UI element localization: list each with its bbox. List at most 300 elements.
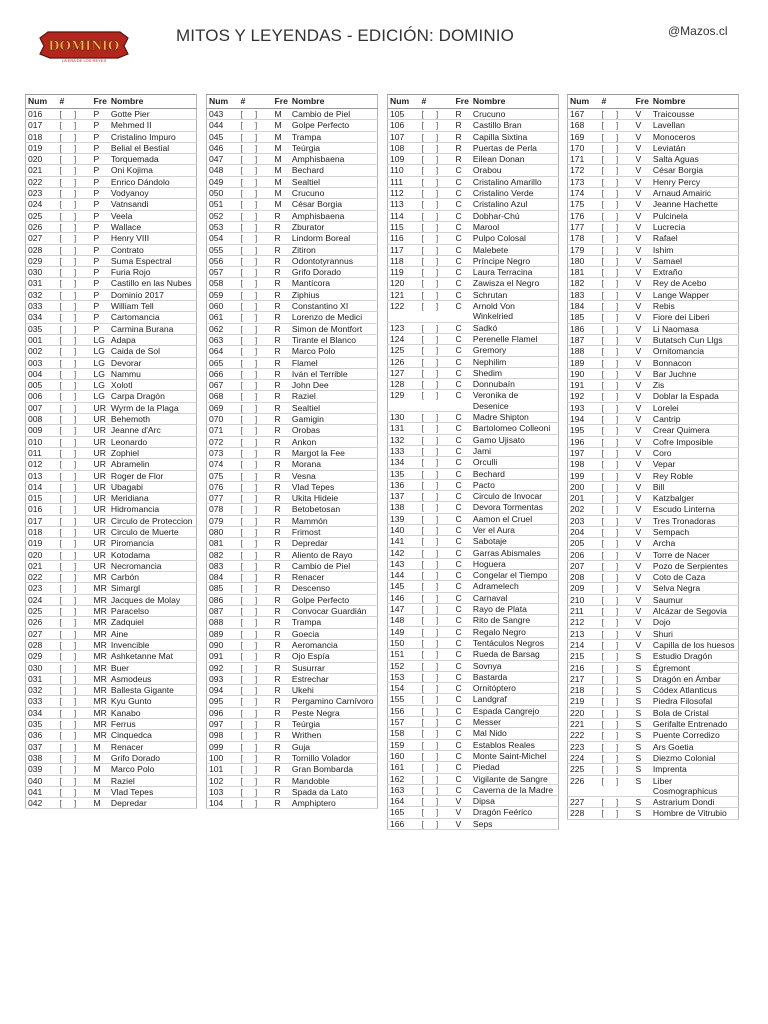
owned-checkbox[interactable]: [ ] — [420, 445, 454, 456]
owned-checkbox[interactable]: [ ] — [58, 764, 92, 775]
owned-checkbox[interactable]: [ ] — [239, 459, 273, 470]
owned-checkbox[interactable]: [ ] — [420, 176, 454, 187]
owned-checkbox[interactable]: [ ] — [58, 775, 92, 786]
owned-checkbox[interactable]: [ ] — [600, 391, 634, 402]
owned-checkbox[interactable]: [ ] — [420, 434, 454, 445]
owned-checkbox[interactable]: [ ] — [58, 470, 92, 481]
owned-checkbox[interactable]: [ ] — [420, 547, 454, 558]
rarity-code: UR — [92, 436, 109, 447]
owned-checkbox[interactable]: [ ] — [58, 639, 92, 650]
owned-checkbox[interactable]: [ ] — [58, 368, 92, 379]
table-row — [26, 255, 197, 266]
owned-checkbox[interactable]: [ ] — [58, 323, 92, 334]
owned-checkbox[interactable]: [ ] — [239, 165, 273, 176]
owned-checkbox[interactable]: [ ] — [58, 628, 92, 639]
table-row — [26, 120, 197, 131]
owned-checkbox[interactable]: [ ] — [58, 233, 92, 244]
owned-checkbox[interactable]: [ ] — [239, 775, 273, 786]
card-name: Henry VIII — [109, 233, 197, 244]
owned-checkbox[interactable]: [ ] — [239, 741, 273, 752]
card-number: 089 — [207, 628, 239, 639]
owned-checkbox[interactable]: [ ] — [239, 719, 273, 730]
owned-checkbox[interactable]: [ ] — [239, 662, 273, 673]
owned-checkbox[interactable]: [ ] — [600, 221, 634, 232]
owned-checkbox[interactable]: [ ] — [58, 583, 92, 594]
owned-checkbox[interactable]: [ ] — [420, 356, 454, 367]
owned-checkbox[interactable]: [ ] — [600, 165, 634, 176]
table-row — [26, 447, 197, 458]
owned-checkbox[interactable]: [ ] — [58, 154, 92, 165]
owned-checkbox[interactable]: [ ] — [600, 414, 634, 425]
owned-checkbox[interactable]: [ ] — [58, 606, 92, 617]
owned-checkbox[interactable]: [ ] — [600, 673, 634, 684]
owned-checkbox[interactable]: [ ] — [58, 436, 92, 447]
rarity-code: C — [454, 570, 471, 581]
owned-checkbox[interactable]: [ ] — [239, 414, 273, 425]
owned-checkbox[interactable]: [ ] — [600, 560, 634, 571]
owned-checkbox[interactable]: [ ] — [58, 346, 92, 357]
owned-checkbox[interactable]: [ ] — [58, 188, 92, 199]
owned-checkbox[interactable]: [ ] — [239, 594, 273, 605]
owned-checkbox[interactable]: [ ] — [58, 301, 92, 312]
card-name: Liber Cosmographicus — [651, 775, 739, 797]
owned-checkbox[interactable]: [ ] — [58, 481, 92, 492]
owned-checkbox[interactable]: [ ] — [600, 696, 634, 707]
owned-checkbox[interactable]: [ ] — [58, 380, 92, 391]
owned-checkbox[interactable]: [ ] — [58, 730, 92, 741]
owned-checkbox[interactable]: [ ] — [239, 289, 273, 300]
owned-checkbox[interactable]: [ ] — [600, 481, 634, 492]
owned-checkbox[interactable]: [ ] — [239, 142, 273, 153]
owned-checkbox[interactable]: [ ] — [239, 199, 273, 210]
owned-checkbox[interactable]: [ ] — [58, 515, 92, 526]
owned-checkbox[interactable]: [ ] — [58, 221, 92, 232]
owned-checkbox[interactable]: [ ] — [600, 459, 634, 470]
owned-checkbox[interactable]: [ ] — [58, 425, 92, 436]
owned-checkbox[interactable]: [ ] — [600, 515, 634, 526]
owned-checkbox[interactable]: [ ] — [420, 322, 454, 333]
owned-checkbox[interactable]: [ ] — [600, 797, 634, 808]
owned-checkbox[interactable]: [ ] — [239, 764, 273, 775]
owned-checkbox[interactable]: [ ] — [600, 131, 634, 142]
card-name: Piromancia — [109, 538, 197, 549]
owned-checkbox[interactable]: [ ] — [239, 606, 273, 617]
owned-checkbox[interactable]: [ ] — [420, 379, 454, 390]
owned-checkbox[interactable]: [ ] — [58, 549, 92, 560]
owned-checkbox[interactable]: [ ] — [239, 357, 273, 368]
card-number: 034 — [26, 312, 58, 323]
table-row — [568, 628, 739, 639]
card-number: 143 — [388, 558, 420, 569]
owned-checkbox[interactable]: [ ] — [239, 425, 273, 436]
rarity-code: R — [273, 368, 290, 379]
rarity-code: R — [273, 515, 290, 526]
card-number: 214 — [568, 639, 600, 650]
owned-checkbox[interactable]: [ ] — [239, 154, 273, 165]
owned-checkbox[interactable]: [ ] — [58, 142, 92, 153]
owned-checkbox[interactable]: [ ] — [58, 752, 92, 763]
owned-checkbox[interactable]: [ ] — [239, 233, 273, 244]
owned-checkbox[interactable]: [ ] — [58, 391, 92, 402]
owned-checkbox[interactable]: [ ] — [58, 414, 92, 425]
owned-checkbox[interactable]: [ ] — [420, 784, 454, 795]
owned-checkbox[interactable]: [ ] — [58, 357, 92, 368]
table-row — [207, 255, 378, 266]
owned-checkbox[interactable]: [ ] — [58, 662, 92, 673]
owned-checkbox[interactable]: [ ] — [420, 604, 454, 615]
owned-checkbox[interactable]: [ ] — [420, 558, 454, 569]
owned-checkbox[interactable]: [ ] — [239, 210, 273, 221]
owned-checkbox[interactable]: [ ] — [600, 289, 634, 300]
owned-checkbox[interactable]: [ ] — [239, 572, 273, 583]
owned-checkbox[interactable]: [ ] — [600, 120, 634, 131]
owned-checkbox[interactable]: [ ] — [239, 447, 273, 458]
card-name: Convocar Guardián — [290, 606, 378, 617]
owned-checkbox[interactable]: [ ] — [420, 301, 454, 323]
owned-checkbox[interactable]: [ ] — [239, 583, 273, 594]
owned-checkbox[interactable]: [ ] — [420, 109, 454, 120]
owned-checkbox[interactable]: [ ] — [600, 764, 634, 775]
owned-checkbox[interactable]: [ ] — [420, 142, 454, 153]
owned-checkbox[interactable]: [ ] — [420, 728, 454, 739]
owned-checkbox[interactable]: [ ] — [600, 334, 634, 345]
owned-checkbox[interactable]: [ ] — [239, 301, 273, 312]
owned-checkbox[interactable]: [ ] — [420, 289, 454, 300]
owned-checkbox[interactable]: [ ] — [58, 786, 92, 797]
owned-checkbox[interactable]: [ ] — [58, 255, 92, 266]
owned-checkbox[interactable]: [ ] — [239, 346, 273, 357]
owned-checkbox[interactable]: [ ] — [239, 221, 273, 232]
owned-checkbox[interactable]: [ ] — [239, 278, 273, 289]
table-row — [388, 762, 559, 773]
owned-checkbox[interactable]: [ ] — [58, 176, 92, 187]
owned-checkbox[interactable]: [ ] — [600, 267, 634, 278]
owned-checkbox[interactable]: [ ] — [600, 233, 634, 244]
owned-checkbox[interactable]: [ ] — [58, 673, 92, 684]
owned-checkbox[interactable]: [ ] — [239, 696, 273, 707]
owned-checkbox[interactable]: [ ] — [420, 423, 454, 434]
table-row — [207, 459, 378, 470]
owned-checkbox[interactable]: [ ] — [239, 334, 273, 345]
card-name: Carpa Dragón — [109, 391, 197, 402]
owned-checkbox[interactable]: [ ] — [58, 459, 92, 470]
rarity-code: C — [454, 165, 471, 176]
rarity-code: C — [454, 773, 471, 784]
owned-checkbox[interactable]: [ ] — [600, 425, 634, 436]
owned-checkbox[interactable]: [ ] — [600, 436, 634, 447]
table-row — [568, 549, 739, 560]
owned-checkbox[interactable]: [ ] — [600, 210, 634, 221]
owned-checkbox[interactable]: [ ] — [239, 481, 273, 492]
owned-checkbox[interactable]: [ ] — [58, 199, 92, 210]
owned-checkbox[interactable]: [ ] — [239, 436, 273, 447]
owned-checkbox[interactable]: [ ] — [420, 210, 454, 221]
card-name: Veela — [109, 210, 197, 221]
owned-checkbox[interactable]: [ ] — [58, 538, 92, 549]
card-name: César Borgia — [651, 165, 739, 176]
card-number: 019 — [26, 538, 58, 549]
rarity-code: MR — [93, 639, 107, 650]
owned-checkbox[interactable]: [ ] — [420, 762, 454, 773]
owned-checkbox[interactable]: [ ] — [420, 739, 454, 750]
owned-checkbox[interactable]: [ ] — [600, 323, 634, 334]
owned-checkbox[interactable]: [ ] — [600, 188, 634, 199]
owned-checkbox[interactable]: [ ] — [420, 278, 454, 289]
owned-checkbox[interactable]: [ ] — [420, 773, 454, 784]
owned-checkbox[interactable]: [ ] — [58, 719, 92, 730]
owned-checkbox[interactable]: [ ] — [239, 673, 273, 684]
owned-checkbox[interactable]: [ ] — [420, 165, 454, 176]
owned-checkbox[interactable]: [ ] — [600, 109, 634, 120]
owned-checkbox[interactable]: [ ] — [420, 592, 454, 603]
owned-checkbox[interactable]: [ ] — [420, 750, 454, 761]
owned-checkbox[interactable]: [ ] — [58, 244, 92, 255]
owned-checkbox[interactable]: [ ] — [420, 524, 454, 535]
owned-checkbox[interactable]: [ ] — [600, 470, 634, 481]
owned-checkbox[interactable]: [ ] — [58, 798, 92, 809]
owned-checkbox[interactable]: [ ] — [420, 683, 454, 694]
owned-checkbox[interactable]: [ ] — [239, 639, 273, 650]
owned-checkbox[interactable]: [ ] — [600, 526, 634, 537]
owned-checkbox[interactable]: [ ] — [58, 278, 92, 289]
owned-checkbox[interactable]: [ ] — [58, 402, 92, 413]
owned-checkbox[interactable]: [ ] — [239, 255, 273, 266]
owned-checkbox[interactable]: [ ] — [600, 199, 634, 210]
owned-checkbox[interactable]: [ ] — [58, 617, 92, 628]
rarity-code: C — [454, 457, 471, 468]
owned-checkbox[interactable]: [ ] — [600, 628, 634, 639]
table-row — [26, 176, 197, 187]
owned-checkbox[interactable]: [ ] — [239, 651, 273, 662]
owned-checkbox[interactable]: [ ] — [420, 233, 454, 244]
owned-checkbox[interactable]: [ ] — [239, 391, 273, 402]
owned-checkbox[interactable]: [ ] — [239, 752, 273, 763]
owned-checkbox[interactable]: [ ] — [420, 333, 454, 344]
owned-checkbox[interactable]: [ ] — [420, 221, 454, 232]
owned-checkbox[interactable]: [ ] — [239, 538, 273, 549]
owned-checkbox[interactable]: [ ] — [600, 493, 634, 504]
owned-checkbox[interactable]: [ ] — [420, 188, 454, 199]
owned-checkbox[interactable]: [ ] — [600, 572, 634, 583]
owned-checkbox[interactable]: [ ] — [239, 515, 273, 526]
owned-checkbox[interactable]: [ ] — [420, 536, 454, 547]
rarity-code: R — [273, 278, 290, 289]
owned-checkbox[interactable]: [ ] — [58, 504, 92, 515]
owned-checkbox[interactable]: [ ] — [420, 570, 454, 581]
owned-checkbox[interactable]: [ ] — [239, 267, 273, 278]
owned-checkbox[interactable]: [ ] — [239, 312, 273, 323]
rarity-code: C — [454, 615, 471, 626]
card-number: 039 — [26, 764, 58, 775]
owned-checkbox[interactable]: [ ] — [420, 705, 454, 716]
owned-checkbox[interactable]: [ ] — [239, 707, 273, 718]
owned-checkbox[interactable]: [ ] — [58, 696, 92, 707]
owned-checkbox[interactable]: [ ] — [600, 255, 634, 266]
owned-checkbox[interactable]: [ ] — [420, 637, 454, 648]
owned-checkbox[interactable]: [ ] — [600, 368, 634, 379]
owned-checkbox[interactable]: [ ] — [239, 786, 273, 797]
table-row — [207, 786, 378, 797]
owned-checkbox[interactable]: [ ] — [58, 685, 92, 696]
table-row — [388, 717, 559, 728]
owned-checkbox[interactable]: [ ] — [420, 390, 454, 412]
owned-checkbox[interactable]: [ ] — [239, 560, 273, 571]
owned-checkbox[interactable]: [ ] — [600, 707, 634, 718]
owned-checkbox[interactable]: [ ] — [58, 289, 92, 300]
owned-checkbox[interactable]: [ ] — [239, 380, 273, 391]
owned-checkbox[interactable]: [ ] — [600, 617, 634, 628]
owned-checkbox[interactable]: [ ] — [420, 412, 454, 423]
rarity-code: C — [454, 278, 471, 289]
owned-checkbox[interactable]: [ ] — [58, 493, 92, 504]
card-name: Shedim — [471, 367, 559, 378]
owned-checkbox[interactable]: [ ] — [420, 468, 454, 479]
owned-checkbox[interactable]: [ ] — [58, 560, 92, 571]
card-name: Flamel — [290, 357, 378, 368]
owned-checkbox[interactable]: [ ] — [58, 707, 92, 718]
owned-checkbox[interactable]: [ ] — [420, 199, 454, 210]
owned-checkbox[interactable]: [ ] — [420, 649, 454, 660]
card-name: Henry Percy — [651, 176, 739, 187]
owned-checkbox[interactable]: [ ] — [420, 581, 454, 592]
owned-checkbox[interactable]: [ ] — [600, 357, 634, 368]
owned-checkbox[interactable]: [ ] — [239, 368, 273, 379]
owned-checkbox[interactable]: [ ] — [600, 380, 634, 391]
owned-checkbox[interactable]: [ ] — [600, 244, 634, 255]
owned-checkbox[interactable]: [ ] — [600, 504, 634, 515]
owned-checkbox[interactable]: [ ] — [600, 685, 634, 696]
card-number: 126 — [388, 356, 420, 367]
owned-checkbox[interactable]: [ ] — [420, 345, 454, 356]
owned-checkbox[interactable]: [ ] — [600, 606, 634, 617]
owned-checkbox[interactable]: [ ] — [420, 818, 454, 829]
card-name: Coto de Caza — [651, 572, 739, 583]
card-number: 105 — [388, 109, 420, 120]
card-number: 059 — [207, 289, 239, 300]
owned-checkbox[interactable]: [ ] — [239, 131, 273, 142]
owned-checkbox[interactable]: [ ] — [600, 176, 634, 187]
owned-checkbox[interactable]: [ ] — [420, 244, 454, 255]
owned-checkbox[interactable]: [ ] — [420, 267, 454, 278]
owned-checkbox[interactable]: [ ] — [239, 470, 273, 481]
owned-checkbox[interactable]: [ ] — [420, 615, 454, 626]
owned-checkbox[interactable]: [ ] — [239, 617, 273, 628]
owned-checkbox[interactable]: [ ] — [420, 131, 454, 142]
owned-checkbox[interactable]: [ ] — [600, 719, 634, 730]
owned-checkbox[interactable]: [ ] — [420, 502, 454, 513]
owned-checkbox[interactable]: [ ] — [58, 651, 92, 662]
owned-checkbox[interactable]: [ ] — [600, 775, 634, 797]
owned-checkbox[interactable]: [ ] — [600, 594, 634, 605]
owned-checkbox[interactable]: [ ] — [239, 628, 273, 639]
table-row — [568, 515, 739, 526]
owned-checkbox[interactable]: [ ] — [239, 188, 273, 199]
owned-checkbox[interactable]: [ ] — [420, 457, 454, 468]
owned-checkbox[interactable]: [ ] — [600, 752, 634, 763]
owned-checkbox[interactable]: [ ] — [239, 323, 273, 334]
owned-checkbox[interactable]: [ ] — [420, 807, 454, 818]
owned-checkbox[interactable]: [ ] — [420, 367, 454, 378]
rarity-code: V — [634, 504, 651, 515]
owned-checkbox[interactable]: [ ] — [420, 479, 454, 490]
table-row — [207, 673, 378, 684]
owned-checkbox[interactable]: [ ] — [420, 491, 454, 502]
owned-checkbox[interactable]: [ ] — [600, 549, 634, 560]
owned-checkbox[interactable]: [ ] — [600, 538, 634, 549]
owned-checkbox[interactable]: [ ] — [600, 142, 634, 153]
card-name: Devora Tormentas — [471, 502, 559, 513]
owned-checkbox[interactable]: [ ] — [600, 312, 634, 323]
owned-checkbox[interactable]: [ ] — [58, 572, 92, 583]
card-number: 001 — [26, 334, 58, 345]
owned-checkbox[interactable]: [ ] — [600, 301, 634, 312]
owned-checkbox[interactable]: [ ] — [239, 549, 273, 560]
owned-checkbox[interactable]: [ ] — [420, 513, 454, 524]
owned-checkbox[interactable]: [ ] — [239, 109, 273, 120]
rarity-code: S — [634, 741, 651, 752]
owned-checkbox[interactable]: [ ] — [58, 165, 92, 176]
owned-checkbox[interactable]: [ ] — [239, 504, 273, 515]
owned-checkbox[interactable]: [ ] — [239, 402, 273, 413]
owned-checkbox[interactable]: [ ] — [58, 334, 92, 345]
owned-checkbox[interactable]: [ ] — [600, 346, 634, 357]
owned-checkbox[interactable]: [ ] — [58, 447, 92, 458]
owned-checkbox[interactable]: [ ] — [58, 267, 92, 278]
owned-checkbox[interactable]: [ ] — [239, 526, 273, 537]
owned-checkbox[interactable]: [ ] — [600, 730, 634, 741]
owned-checkbox[interactable]: [ ] — [58, 131, 92, 142]
owned-checkbox[interactable]: [ ] — [600, 583, 634, 594]
owned-checkbox[interactable]: [ ] — [420, 717, 454, 728]
owned-checkbox[interactable]: [ ] — [420, 626, 454, 637]
owned-checkbox[interactable]: [ ] — [420, 120, 454, 131]
owned-checkbox[interactable]: [ ] — [58, 526, 92, 537]
owned-checkbox[interactable]: [ ] — [58, 210, 92, 221]
card-number: 044 — [207, 120, 239, 131]
owned-checkbox[interactable]: [ ] — [420, 796, 454, 807]
owned-checkbox[interactable]: [ ] — [239, 176, 273, 187]
owned-checkbox[interactable]: [ ] — [600, 154, 634, 165]
rarity-code: C — [454, 694, 471, 705]
owned-checkbox[interactable]: [ ] — [420, 694, 454, 705]
owned-checkbox[interactable]: [ ] — [600, 741, 634, 752]
owned-checkbox[interactable]: [ ] — [420, 660, 454, 671]
owned-checkbox[interactable]: [ ] — [239, 120, 273, 131]
owned-checkbox[interactable]: [ ] — [420, 154, 454, 165]
owned-checkbox[interactable]: [ ] — [600, 447, 634, 458]
owned-checkbox[interactable]: [ ] — [420, 255, 454, 266]
owned-checkbox[interactable]: [ ] — [58, 120, 92, 131]
owned-checkbox[interactable]: [ ] — [239, 798, 273, 809]
owned-checkbox[interactable]: [ ] — [600, 402, 634, 413]
owned-checkbox[interactable]: [ ] — [420, 671, 454, 682]
owned-checkbox[interactable]: [ ] — [239, 244, 273, 255]
owned-checkbox[interactable]: [ ] — [58, 594, 92, 605]
owned-checkbox[interactable]: [ ] — [600, 278, 634, 289]
owned-checkbox[interactable]: [ ] — [239, 493, 273, 504]
column-header-num: Num — [26, 95, 58, 109]
owned-checkbox[interactable]: [ ] — [58, 109, 92, 120]
owned-checkbox[interactable]: [ ] — [239, 685, 273, 696]
owned-checkbox[interactable]: [ ] — [600, 662, 634, 673]
rarity-code: C — [454, 255, 471, 266]
owned-checkbox[interactable]: [ ] — [58, 741, 92, 752]
owned-checkbox[interactable]: [ ] — [600, 639, 634, 650]
owned-checkbox[interactable]: [ ] — [600, 651, 634, 662]
owned-checkbox[interactable]: [ ] — [239, 730, 273, 741]
owned-checkbox[interactable]: [ ] — [600, 808, 634, 819]
owned-checkbox[interactable]: [ ] — [58, 312, 92, 323]
